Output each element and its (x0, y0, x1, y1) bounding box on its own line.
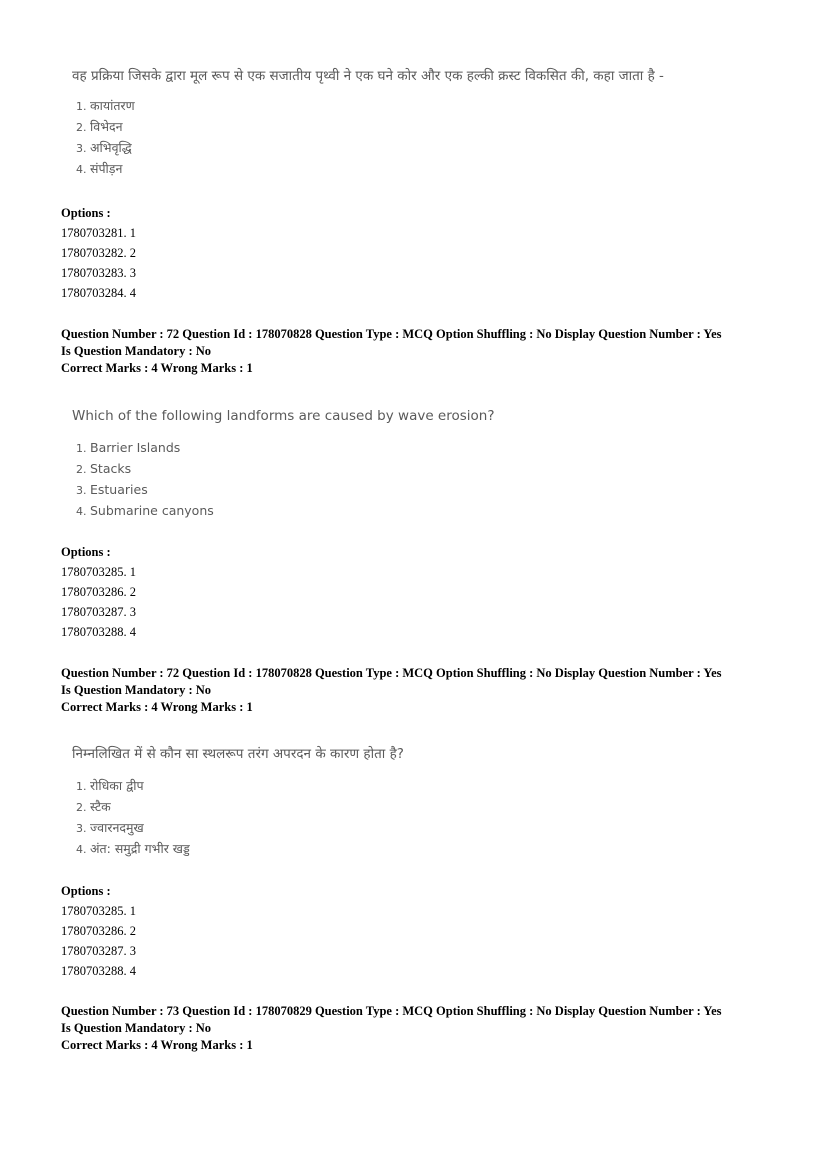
option-item: 1780703282. 2 (61, 246, 136, 260)
choice-item: 2. स्टैक (76, 799, 111, 814)
question-choices (72, 438, 495, 522)
option-item: 1780703283. 3 (61, 266, 136, 280)
choice-item: 4. संपीड़न (76, 161, 123, 176)
question-choices (72, 96, 664, 180)
option-item: 1780703281. 1 (61, 226, 136, 240)
question-marks: Correct Marks : 4 Wrong Marks : 1 (61, 1038, 253, 1052)
option-item: 1780703287. 3 (61, 944, 136, 958)
option-item: 1780703288. 4 (61, 625, 136, 639)
choice-item: 1. कायांतरण (76, 98, 135, 113)
option-item: 1780703285. 1 (61, 904, 136, 918)
options-label: Options : (61, 884, 111, 898)
choice-item: 3. अभिवृद्धि (76, 140, 132, 155)
option-item: 1780703284. 4 (61, 286, 136, 300)
question-choices (72, 776, 404, 860)
question-text: निम्नलिखित में से कौन सा स्थलरूप तरंग अपरदन के कारण होता है? (72, 746, 404, 762)
question-text: Which of the following landforms are caused by wave erosion? (72, 408, 495, 424)
question-meta-line: Question Number : 73 Question Id : 178070829 Question Type : MCQ Option Shuffling : No Display Question Number : Yes (61, 1004, 722, 1018)
options-label: Options : (61, 545, 111, 559)
question-meta-2 (61, 1003, 781, 1054)
question-text: वह प्रक्रिया जिसके द्वारा मूल रूप से एक सजातीय पृथ्वी ने एक घने कोर और एक हल्की क्रस्ट विकसित की, कहा जाता है - (72, 68, 664, 84)
question-image-2 (72, 744, 404, 860)
options-label: Options : (61, 206, 111, 220)
options-list-1 (61, 542, 136, 642)
option-item: 1780703286. 2 (61, 585, 136, 599)
question-meta-line: Question Number : 72 Question Id : 178070828 Question Type : MCQ Option Shuffling : No Display Question Number : Yes (61, 327, 722, 341)
question-marks: Correct Marks : 4 Wrong Marks : 1 (61, 361, 253, 375)
question-marks: Correct Marks : 4 Wrong Marks : 1 (61, 700, 253, 714)
choice-item: 2. विभेदन (76, 119, 123, 134)
question-meta-0 (61, 326, 781, 377)
options-list-0 (61, 203, 136, 303)
choice-item: 1. Barrier Islands (76, 440, 181, 455)
choice-item: 2. Stacks (76, 461, 132, 476)
question-mandatory: Is Question Mandatory : No (61, 1021, 212, 1035)
choice-item: 3. Estuaries (76, 482, 148, 497)
question-mandatory: Is Question Mandatory : No (61, 683, 212, 697)
choice-item: 1. रोधिका द्वीप (76, 778, 144, 793)
options-list-2 (61, 881, 136, 981)
question-mandatory: Is Question Mandatory : No (61, 344, 212, 358)
option-item: 1780703285. 1 (61, 565, 136, 579)
choice-item: 4. अंत: समुद्री गभीर खड्ड (76, 841, 190, 856)
option-item: 1780703288. 4 (61, 964, 136, 978)
choice-item: 3. ज्वारनदमुख (76, 820, 144, 835)
question-image-0 (72, 66, 664, 180)
question-meta-1 (61, 665, 781, 716)
option-item: 1780703286. 2 (61, 924, 136, 938)
question-meta-line: Question Number : 72 Question Id : 178070828 Question Type : MCQ Option Shuffling : No Display Question Number : Yes (61, 666, 722, 680)
question-image-1 (72, 406, 495, 522)
choice-item: 4. Submarine canyons (76, 503, 214, 518)
option-item: 1780703287. 3 (61, 605, 136, 619)
